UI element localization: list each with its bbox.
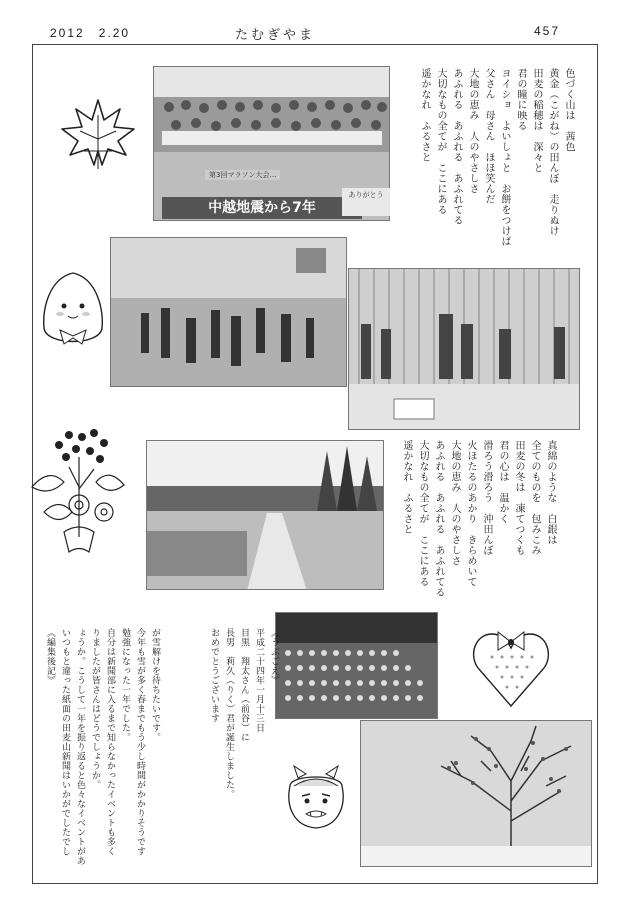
poem-autumn bbox=[416, 68, 576, 248]
birth-line: 平成二十四年一月十三日 bbox=[254, 628, 264, 733]
poem-line: 遥かなれ ふるさと bbox=[401, 440, 412, 535]
poem-line: 大切なもの全てが ここにある bbox=[417, 440, 428, 587]
editors-note-title: 《編集後記》 bbox=[45, 628, 55, 685]
onigiri-character-icon bbox=[38, 268, 108, 358]
snowy-landscape-photo bbox=[146, 440, 384, 590]
poem-line: 大地の恵み 人のやさしさ bbox=[467, 68, 478, 194]
snowy-tree-photo bbox=[360, 720, 592, 867]
birth-line: 《うぶごえ》 bbox=[269, 628, 279, 685]
poem-line: 色づく山は 茜色 bbox=[563, 68, 574, 152]
editors-note-line: 今年も雪が多く春までもう少し時間がかかりそうです bbox=[135, 628, 145, 856]
poem-line: あふれる あふれる あふれてる bbox=[451, 68, 462, 226]
poem-line: 真綿のような 白銀は bbox=[545, 440, 556, 545]
gym-event-photo bbox=[110, 237, 347, 387]
poem-line: ヨイショ よいしょと お餅をつけば bbox=[499, 68, 510, 247]
earthquake-banner: 中越地震から7年 bbox=[162, 197, 362, 219]
editors-note-line: 勉強になった一年でした。 bbox=[120, 628, 130, 742]
poem-line: 黄金（こがね）の田んぼ 走りぬけ bbox=[547, 68, 558, 236]
stage-performance-photo bbox=[348, 268, 580, 430]
snow-lantern-photo bbox=[275, 612, 438, 719]
poem-line: あふれる あふれる あふれてる bbox=[433, 440, 444, 598]
poem-line: 全てのものを 包みこみ bbox=[529, 440, 540, 556]
oni-character-icon bbox=[280, 764, 352, 834]
poem-line: 父さん 母さん ほほ笑んだ bbox=[483, 68, 494, 205]
poem-line: 遥かなれ ふるさと bbox=[419, 68, 430, 163]
photo-caption: 第3回マラソン大会… bbox=[205, 170, 280, 180]
poem-line: 君の瞳に映る bbox=[515, 68, 526, 131]
poem-line: 滑ろう滑ろう 沖田んぼ bbox=[481, 440, 492, 556]
thanks-sign: ありがとう bbox=[342, 188, 390, 216]
editors-note-line: ょうか。こうして一年を振り返ると色々なイベントがあ bbox=[75, 628, 85, 866]
editors-note-line: が雪解けを待ちたいです。 bbox=[150, 628, 160, 742]
editors-note-line: 自分は新聞部に入るまで知らなかったイベントも多く bbox=[105, 628, 115, 856]
poem-winter bbox=[398, 440, 558, 625]
poem-line: 田麦の稲穂は 深々と bbox=[531, 68, 542, 173]
birth-line: おめでとうございます bbox=[209, 628, 219, 723]
poem-line: 君の心は 温かく bbox=[497, 440, 508, 524]
editors-note-line: りましたが皆さんはどうでしょうか。 bbox=[90, 628, 100, 790]
birth-announcement bbox=[206, 628, 281, 799]
heart-bow-icon bbox=[470, 622, 552, 708]
poem-line: 火ほたるのあかり きらめいて bbox=[465, 440, 476, 587]
poem-line: 大切なもの全てが ここにある bbox=[435, 68, 446, 215]
issue-number: 457 bbox=[534, 24, 561, 38]
flower-bouquet-icon bbox=[24, 427, 134, 562]
poem-line: 田麦の冬は 凍てつくも bbox=[513, 440, 524, 556]
editors-note bbox=[42, 628, 162, 866]
newsletter-title: たむぎやま bbox=[235, 28, 316, 43]
maple-leaf-icon bbox=[58, 95, 138, 175]
poem-line: 大地の恵み 人のやさしさ bbox=[449, 440, 460, 566]
editors-note-line: いつもと違った紙面の田麦山新聞はいかがでしたでし bbox=[60, 628, 70, 856]
issue-date: 2012 2.20 bbox=[50, 26, 131, 40]
birth-line: 目黒 翔太さん（前谷）に bbox=[239, 628, 249, 742]
birth-line: 長男 莉久（りく）君が誕生しました。 bbox=[224, 628, 234, 799]
